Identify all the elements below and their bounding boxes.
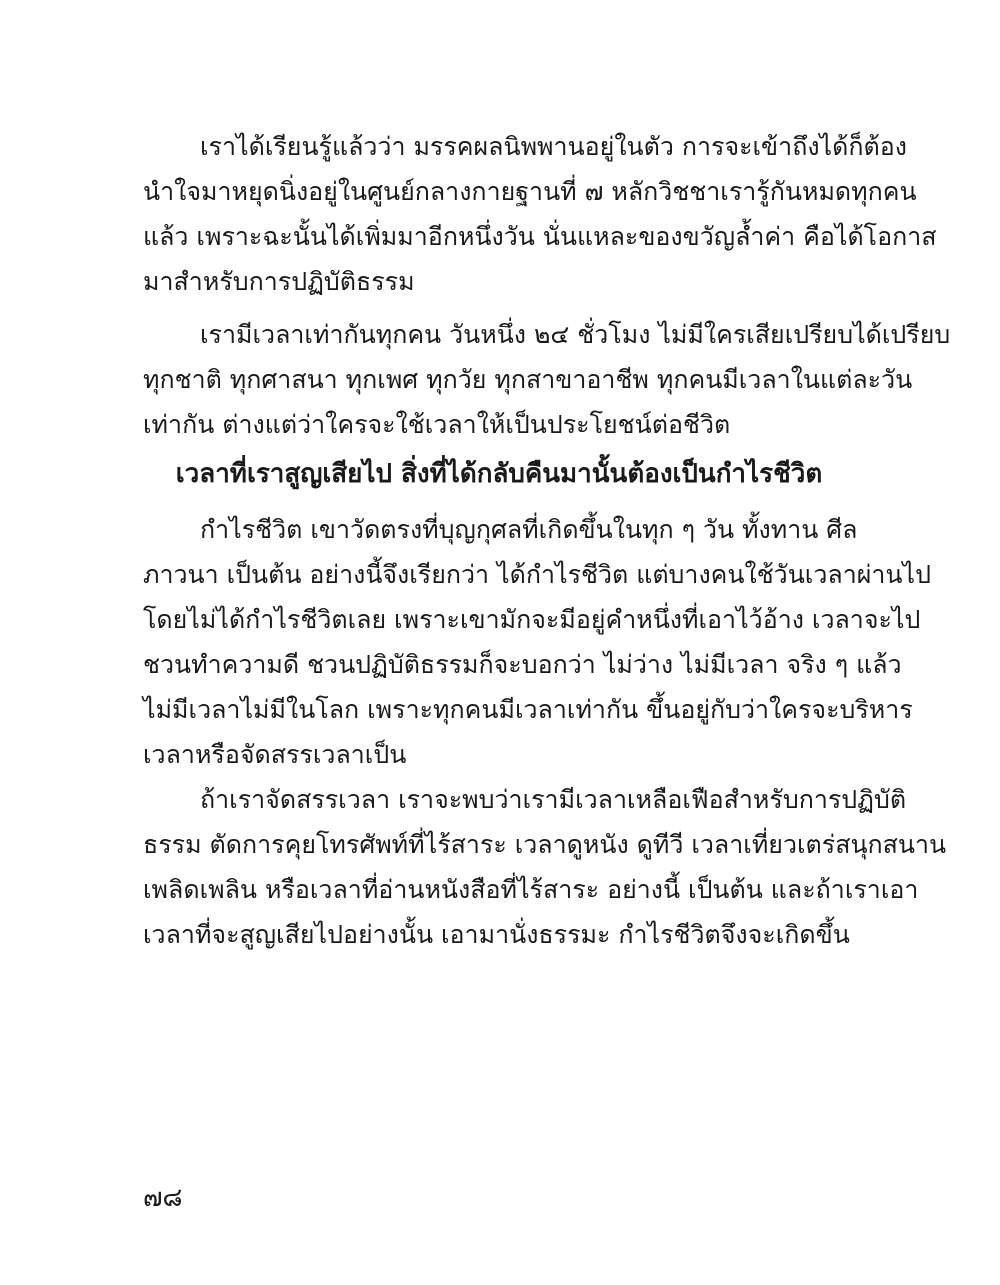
paragraph-line: เรามีเวลาเท่ากันทุกคน วันหนึ่ง ๒๔ ชั่วโมง ไม่มีใครเสียเปรียบได้เปรียบ (200, 320, 951, 349)
page-number: ๗๘ (143, 1183, 183, 1213)
paragraph-line: มาสำหรับการปฏิบัติธรรม (143, 267, 415, 296)
paragraph-line: ถ้าเราจัดสรรเวลา เราจะพบว่าเรามีเวลาเหลือเฟือสำหรับการปฏิบัติ (200, 785, 907, 814)
paragraph-line: นำใจมาหยุดนิ่งอยู่ในศูนย์กลางกายฐานที่ ๗ หลักวิชชาเรารู้กันหมดทุกคน (143, 177, 917, 206)
paragraph-4 (143, 777, 947, 957)
paragraph-line: เวลาที่จะสูญเสียไปอย่างนั้น เอามานั่งธรรมะ กำไรชีวิตจึงจะเกิดขึ้น (143, 920, 850, 949)
paragraph-line: แล้ว เพราะฉะนั้นได้เพิ่มมาอีกหนึ่งวัน นั่นแหละของขวัญล้ำค่า คือได้โอกาส (143, 222, 937, 251)
paragraph-line: เวลาหรือจัดสรรเวลาเป็น (143, 740, 407, 769)
paragraph-line: เพลิดเพลิน หรือเวลาที่อ่านหนังสือที่ไร้สาระ อย่างนี้ เป็นต้น และถ้าเราเอา (143, 875, 919, 904)
paragraph-line: เท่ากัน ต่างแต่ว่าใครจะใช้เวลาให้เป็นประโยชน์ต่อชีวิต (143, 410, 731, 439)
paragraph-line: ธรรม ตัดการคุยโทรศัพท์ที่ไร้สาระ เวลาดูหนัง ดูทีวี เวลาเที่ยวเตร่สนุกสนาน (143, 830, 947, 859)
paragraph-line: เราได้เรียนรู้แล้วว่า มรรคผลนิพพานอยู่ในตัว การจะเข้าถึงได้ก็ต้อง (200, 132, 907, 161)
section-heading: เวลาที่เราสูญเสียไป สิ่งที่ได้กลับคืนมานั้นต้องเป็นกำไรชีวิต (175, 459, 823, 489)
paragraph-3 (143, 507, 931, 777)
paragraph-line: โดยไม่ได้กำไรชีวิตเลย เพราะเขามักจะมีอยู่คำหนึ่งที่เอาไว้อ้าง เวลาจะไป (143, 605, 921, 634)
paragraph-line: กำไรชีวิต เขาวัดตรงที่บุญกุศลที่เกิดขึ้นในทุก ๆ วัน ทั้งทาน ศีล (200, 515, 858, 544)
paragraph-line: ชวนทำความดี ชวนปฏิบัติธรรมก็จะบอกว่า ไม่ว่าง ไม่มีเวลา จริง ๆ แล้ว (143, 650, 902, 679)
paragraph-line: ภาวนา เป็นต้น อย่างนี้จึงเรียกว่า ได้กำไรชีวิต แต่บางคนใช้วันเวลาผ่านไป (143, 560, 931, 589)
paragraph-line: ทุกชาติ ทุกศาสนา ทุกเพศ ทุกวัย ทุกสาขาอาชีพ ทุกคนมีเวลาในแต่ละวัน (143, 365, 913, 394)
paragraph-line: ไม่มีเวลาไม่มีในโลก เพราะทุกคนมีเวลาเท่ากัน ขึ้นอยู่กับว่าใครจะบริหาร (143, 695, 913, 724)
paragraph-1 (143, 124, 937, 304)
paragraph-2 (143, 312, 951, 447)
